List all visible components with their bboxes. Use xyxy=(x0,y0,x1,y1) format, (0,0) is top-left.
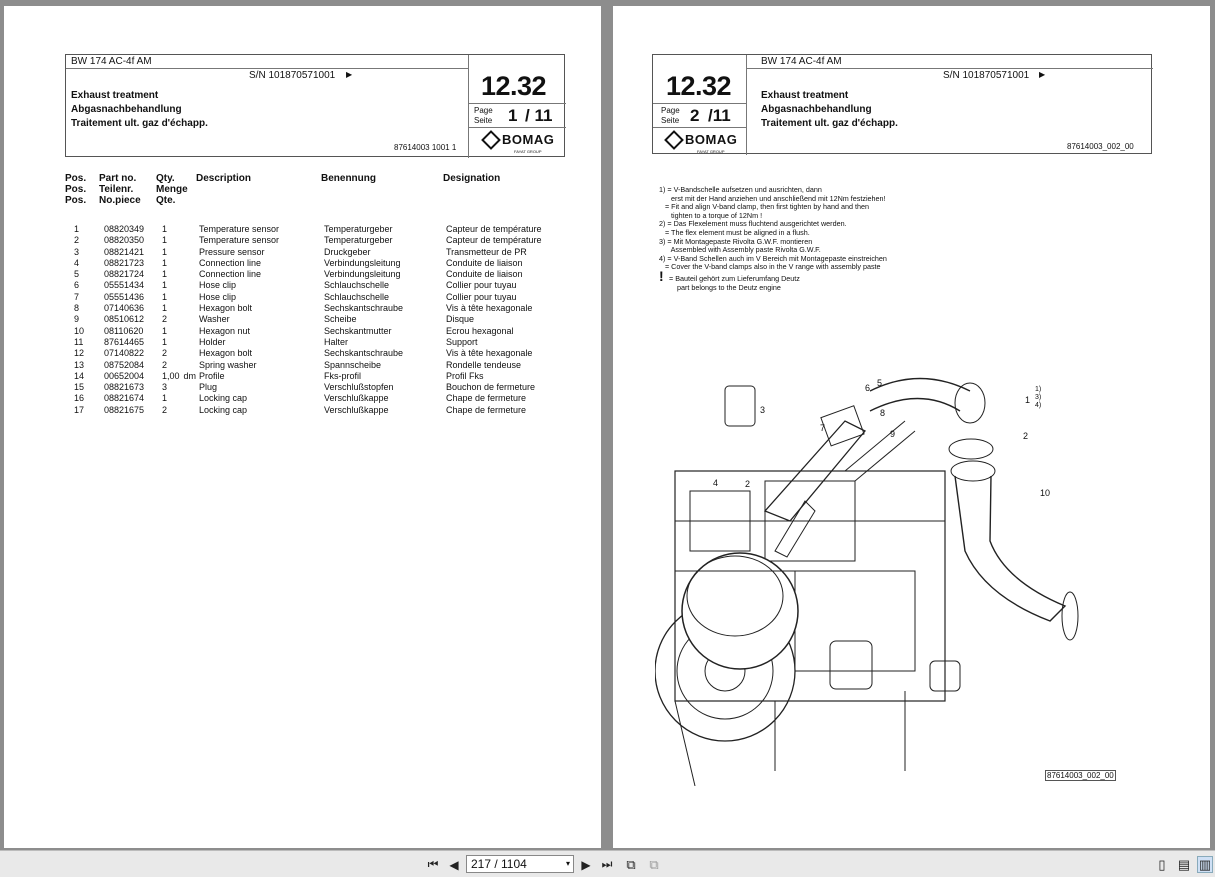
note-line: = Cover the V-band clamps also in the V range with assembly paste xyxy=(659,262,881,272)
part-qty xyxy=(156,224,199,235)
warning-text-en: part belongs to the Deutz engine xyxy=(677,282,781,292)
part-number: 08820349 xyxy=(104,224,145,234)
two-page-view-icon[interactable]: ▥ xyxy=(1198,856,1212,872)
page-total: /11 xyxy=(708,106,731,125)
part-pos: 11 xyxy=(74,336,84,347)
page-indicator-select[interactable] xyxy=(466,855,574,873)
skip-last-icon[interactable]: ⏭ xyxy=(601,857,613,871)
part-benennung: Sechskantschraube xyxy=(324,348,404,359)
callout-2-left: 2 xyxy=(745,479,751,489)
part-pos: 14 xyxy=(74,370,85,381)
exploded-view-drawing xyxy=(655,371,1110,786)
part-number: 08821673 xyxy=(104,382,145,393)
page-total: / 11 xyxy=(525,106,553,125)
paste-page-icon[interactable]: ⧉ xyxy=(649,856,659,872)
part-pos: 7 xyxy=(74,291,80,302)
assembly-notes xyxy=(659,186,887,292)
part-number: 08752084 xyxy=(104,359,145,370)
part-benennung: Halter xyxy=(324,336,349,347)
copy-page-icon[interactable]: ⧉ xyxy=(626,856,636,872)
part-qty xyxy=(156,348,199,359)
warning-icon: ! xyxy=(659,267,664,284)
part-designation: Transmetteur de PR xyxy=(446,246,527,257)
callout-note-1: 1) xyxy=(1035,386,1042,393)
table-row xyxy=(66,393,556,404)
table-row xyxy=(66,280,556,291)
part-number: 05551436 xyxy=(104,291,145,302)
table-row xyxy=(66,371,556,382)
part-description: Profile xyxy=(199,370,225,381)
table-row xyxy=(66,269,556,280)
part-qty-value: 3 xyxy=(162,382,168,393)
part-qty-value: 1 xyxy=(162,257,168,268)
part-qty xyxy=(156,269,199,280)
part-description: Connection line xyxy=(199,257,262,268)
part-designation: Capteur de température xyxy=(446,235,542,246)
part-pos: 3 xyxy=(74,246,80,257)
part-qty xyxy=(156,235,199,246)
part-designation: Collier pour tuyau xyxy=(446,280,517,291)
part-qty xyxy=(156,337,199,348)
bomag-logo-icon xyxy=(481,130,501,150)
prev-icon[interactable]: ◀ xyxy=(449,857,459,872)
part-qty-value: 1 xyxy=(162,235,168,246)
part-pos: 9 xyxy=(74,314,80,325)
part-qty-value: 1 xyxy=(162,246,168,257)
title-en: Exhaust treatment xyxy=(761,90,849,101)
part-description: Locking cap xyxy=(199,393,248,404)
part-designation: Rondelle tendeuse xyxy=(446,359,522,370)
col-header-pos: Pos. Pos. Pos. xyxy=(65,173,87,206)
part-pos: 6 xyxy=(74,280,80,291)
title-block xyxy=(652,54,1152,154)
part-benennung: Verschlußstopfen xyxy=(324,382,394,393)
part-designation: Conduite de liaison xyxy=(446,269,523,280)
part-number: 08821674 xyxy=(104,393,145,404)
table-row xyxy=(66,235,556,246)
title-de: Abgasnachbehandlung xyxy=(71,104,182,115)
parts-table xyxy=(66,224,556,416)
part-benennung: Temperaturgeber xyxy=(324,224,393,234)
part-qty xyxy=(156,371,199,382)
callout-8: 8 xyxy=(880,408,886,418)
callout-labels xyxy=(713,378,1050,498)
part-designation: Profil Fks xyxy=(446,370,484,381)
model-name: BW 174 AC-4f AM xyxy=(761,56,842,67)
note-line: erst mit der Hand anziehen und anschließend mit 12Nm festziehen! xyxy=(659,193,886,203)
doc-number: 87614003_002_00 xyxy=(1067,142,1134,151)
part-qty xyxy=(156,280,199,291)
part-description: Spring washer xyxy=(199,359,257,370)
bomag-logo-icon xyxy=(664,130,684,150)
part-benennung: Schlauchschelle xyxy=(324,291,390,302)
part-designation: Ecrou hexagonal xyxy=(446,325,514,336)
part-benennung: Sechskantschraube xyxy=(324,303,404,314)
part-designation: Bouchon de fermeture xyxy=(446,382,536,393)
part-qty-value: 1 xyxy=(162,269,168,280)
part-description: Locking cap xyxy=(199,404,248,415)
part-qty xyxy=(156,326,199,337)
callout-2: 2 xyxy=(1023,431,1029,441)
part-pos: 15 xyxy=(74,382,85,393)
warning-text-de: = Bauteil gehört zum Lieferumfang Deutz xyxy=(669,273,800,283)
part-description: Hose clip xyxy=(199,280,237,291)
serial-number: S/N 101870571001 xyxy=(943,70,1030,81)
title-fr: Traitement ult. gaz d'échapp. xyxy=(761,118,898,129)
intake-pipe xyxy=(870,379,1078,641)
part-qty-value: 1 xyxy=(162,280,168,291)
doc-number: 87614003 1001 1 xyxy=(394,143,457,152)
part-qty xyxy=(156,382,199,393)
part-designation: Collier pour tuyau xyxy=(446,291,517,302)
part-pos: 5 xyxy=(74,269,80,280)
part-number: 07140822 xyxy=(104,348,145,359)
next-icon[interactable]: ▶ xyxy=(581,857,591,872)
part-pos: 10 xyxy=(74,325,85,336)
page-parts-list xyxy=(4,6,601,848)
part-designation: Vis à tête hexagonale xyxy=(446,348,533,359)
part-qty-value: 1 xyxy=(162,303,168,314)
viewer-toolbar xyxy=(0,850,1215,877)
part-qty-value: 2 xyxy=(162,348,168,359)
part-qty xyxy=(156,393,199,404)
col-header-qty: Qty. Menge Qte. xyxy=(156,173,188,206)
bomag-logo: BOMAG FAYAT GROUP xyxy=(667,132,737,147)
group-number: 12.32 xyxy=(481,71,547,101)
table-row xyxy=(66,348,556,359)
col-header-benennung: Benennung xyxy=(321,173,376,184)
col-header-partno: Part no. Teilenr. No.piece xyxy=(99,173,141,206)
part-qty-value: 1 xyxy=(162,291,168,302)
page-exploded-drawing xyxy=(613,6,1210,848)
callout-note-3: 3) xyxy=(1035,394,1042,401)
part-number: 08821723 xyxy=(104,257,145,268)
part-qty xyxy=(156,247,199,258)
callout-3: 3 xyxy=(760,405,766,415)
part-benennung: Fks-profil xyxy=(324,370,362,381)
part-description: Hexagon bolt xyxy=(199,348,253,359)
part-qty-value: 1,00 xyxy=(162,370,180,381)
part-benennung: Spannscheibe xyxy=(324,359,382,370)
title-en: Exhaust treatment xyxy=(71,90,159,101)
part-pos: 1 xyxy=(74,224,80,234)
table-row xyxy=(66,303,556,314)
page-label-en: Page xyxy=(474,106,493,115)
note-line: 3) = Mit Montagepaste Rivolta G.W.F. montieren xyxy=(659,236,813,246)
part-description: Holder xyxy=(199,336,226,347)
page-current: 1 xyxy=(508,106,518,125)
part-pos: 13 xyxy=(74,359,85,370)
part-qty-value: 1 xyxy=(162,336,168,347)
title-block xyxy=(65,54,565,157)
table-row xyxy=(66,258,556,269)
part-description: Hexagon bolt xyxy=(199,303,253,314)
part-qty xyxy=(156,405,199,416)
table-row xyxy=(66,337,556,348)
table-row xyxy=(66,314,556,325)
note-line: 1) = V-Bandschelle aufsetzen und ausrichten, dann xyxy=(659,185,822,194)
part-designation: Vis à tête hexagonale xyxy=(446,303,533,314)
part-designation: Chape de fermeture xyxy=(446,404,527,415)
callout-4: 4 xyxy=(713,478,719,488)
part-qty xyxy=(156,314,199,325)
part-description: Hose clip xyxy=(199,291,237,302)
continuous-view-icon[interactable]: ▤ xyxy=(1177,856,1191,872)
part-number: 08510612 xyxy=(104,314,145,325)
callout-1: 1 xyxy=(1025,395,1031,405)
table-row xyxy=(66,292,556,303)
callout-5: 5 xyxy=(877,378,883,388)
title-de: Abgasnachbehandlung xyxy=(761,104,872,115)
part-designation: Disque xyxy=(446,314,475,325)
part-benennung: Schlauchschelle xyxy=(324,280,390,291)
note-line: 4) = V-Band Schellen auch im V Bereich mit Montagepaste einstreichen xyxy=(659,253,887,263)
part-benennung: Verbindungsleitung xyxy=(324,257,401,268)
part-qty-value: 1 xyxy=(162,325,168,336)
page-indicator: 217 / 1104 xyxy=(471,857,527,871)
col-header-designation: Designation xyxy=(443,173,501,184)
part-pos: 16 xyxy=(74,393,85,404)
page-label-en: Page xyxy=(661,106,680,115)
part-qty-value: 2 xyxy=(162,404,168,415)
part-number: 00652004 xyxy=(104,370,145,381)
note-line: 2) = Das Flexelement muss fluchtend ausgerichtet werden. xyxy=(659,219,847,229)
part-benennung: Sechskantmutter xyxy=(324,325,392,336)
table-row xyxy=(66,382,556,393)
part-designation: Conduite de liaison xyxy=(446,257,523,268)
single-page-view-icon[interactable]: ▯ xyxy=(1158,856,1166,872)
part-pos: 17 xyxy=(74,404,85,415)
skip-first-icon[interactable]: ⏮ xyxy=(427,857,439,871)
part-designation: Chape de fermeture xyxy=(446,393,527,404)
note-line: tighten to a torque of 12Nm ! xyxy=(659,210,763,220)
part-pos: 4 xyxy=(74,257,80,268)
serial-number: S/N 101870571001 xyxy=(249,70,336,81)
title-fr: Traitement ult. gaz d'échapp. xyxy=(71,118,208,129)
callout-note-4: 4) xyxy=(1035,402,1042,409)
part-qty-value: 1 xyxy=(162,224,168,234)
part-pos: 8 xyxy=(74,303,80,314)
note-line: = The flex element must be aligned in a flush. xyxy=(659,227,810,237)
table-row xyxy=(66,405,556,416)
table-row xyxy=(66,247,556,258)
table-row xyxy=(66,360,556,371)
part-benennung: Verschlußkappe xyxy=(324,404,389,415)
part-description: Pressure sensor xyxy=(199,246,265,257)
part-qty xyxy=(156,292,199,303)
part-pos: 12 xyxy=(74,348,85,359)
part-number: 05551434 xyxy=(104,280,145,291)
part-qty-value: 1 xyxy=(162,393,168,404)
part-designation: Support xyxy=(446,336,478,347)
part-number: 07140636 xyxy=(104,303,145,314)
part-number: 87614465 xyxy=(104,336,145,347)
part-number: 08820350 xyxy=(104,235,145,246)
part-description: Temperature sensor xyxy=(199,235,280,246)
page-label-de: Seite xyxy=(474,116,493,125)
part-number: 08821675 xyxy=(104,404,145,415)
callout-10: 10 xyxy=(1040,488,1051,498)
part-description: Temperature sensor xyxy=(199,224,280,234)
part-qty-unit: dm xyxy=(183,370,197,381)
drawing-reference: 87614003_002_00 xyxy=(1047,771,1114,780)
part-qty xyxy=(156,360,199,371)
part-benennung: Temperaturgeber xyxy=(324,235,393,246)
page-label-de: Seite xyxy=(661,116,680,125)
serial-arrow-icon: ▶ xyxy=(346,70,353,79)
model-name: BW 174 AC-4f AM xyxy=(71,56,152,67)
part-designation: Capteur de température xyxy=(446,224,542,234)
part-description: Hexagon nut xyxy=(199,325,251,336)
bomag-logo: BOMAG FAYAT GROUP xyxy=(484,132,554,147)
part-qty xyxy=(156,258,199,269)
part-description: Connection line xyxy=(199,269,262,280)
table-row xyxy=(66,224,556,235)
note-line: Assembled with Assembly paste Rivolta G.W.F. xyxy=(659,245,821,255)
part-benennung: Scheibe xyxy=(324,314,357,325)
part-description: Washer xyxy=(199,314,230,325)
part-qty xyxy=(156,303,199,314)
part-pos: 2 xyxy=(74,235,80,246)
note-line: = Fit and align V-band clamp, then first tighten by hand and then xyxy=(659,202,869,212)
chevron-down-icon: ▾ xyxy=(565,859,570,868)
page-current: 2 xyxy=(690,106,700,125)
table-row xyxy=(66,326,556,337)
part-benennung: Verschlußkappe xyxy=(324,393,389,404)
part-number: 08110620 xyxy=(104,325,144,336)
group-number: 12.32 xyxy=(666,71,732,101)
callout-6: 6 xyxy=(865,383,871,393)
part-description: Plug xyxy=(199,382,218,393)
serial-arrow-icon: ▶ xyxy=(1039,70,1046,79)
callout-7: 7 xyxy=(820,423,826,433)
part-number: 08821421 xyxy=(104,246,145,257)
part-benennung: Druckgeber xyxy=(324,246,371,257)
engine-block xyxy=(655,386,960,786)
callout-9: 9 xyxy=(890,429,896,439)
part-number: 08821724 xyxy=(104,269,145,280)
part-qty-value: 2 xyxy=(162,314,168,325)
col-header-description: Description xyxy=(196,173,252,184)
part-benennung: Verbindungsleitung xyxy=(324,269,401,280)
part-qty-value: 2 xyxy=(162,359,168,370)
